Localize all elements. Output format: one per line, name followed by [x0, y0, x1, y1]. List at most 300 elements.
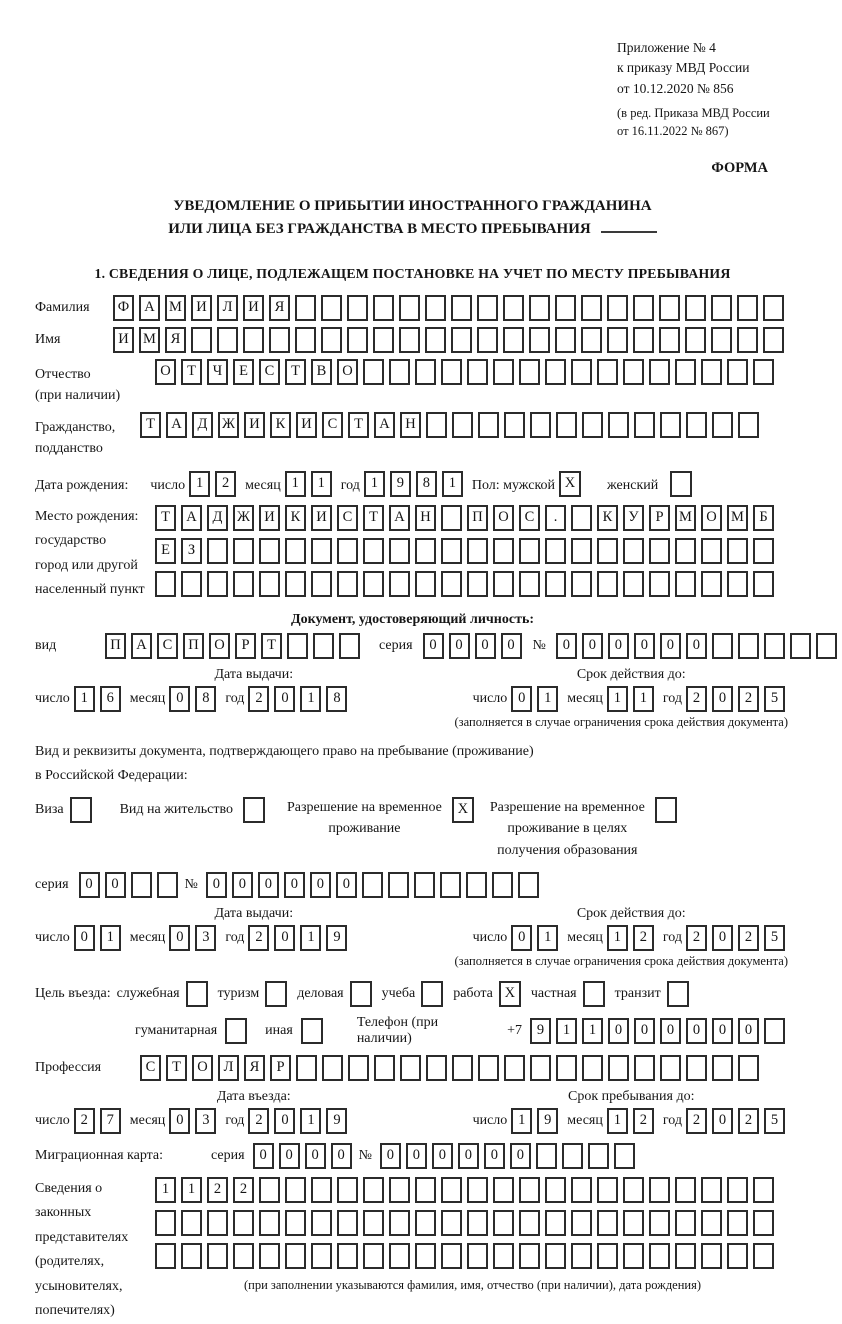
char-box[interactable]	[425, 327, 446, 353]
char-box[interactable]: 1	[633, 686, 654, 712]
char-box[interactable]	[441, 1210, 462, 1236]
char-box[interactable]	[259, 1177, 280, 1203]
char-box[interactable]	[701, 571, 722, 597]
char-box[interactable]: О	[701, 505, 722, 531]
char-box[interactable]	[701, 1243, 722, 1269]
char-box[interactable]: 0	[634, 633, 655, 659]
char-box[interactable]	[660, 1055, 681, 1081]
char-box[interactable]: А	[139, 295, 160, 321]
char-box[interactable]	[181, 1243, 202, 1269]
char-box[interactable]: 9	[390, 471, 411, 497]
char-box[interactable]	[415, 1210, 436, 1236]
char-box[interactable]	[322, 1055, 343, 1081]
char-box[interactable]	[503, 327, 524, 353]
char-box[interactable]	[660, 412, 681, 438]
char-box[interactable]: Т	[181, 359, 202, 385]
char-box[interactable]: 0	[253, 1143, 274, 1169]
char-box[interactable]	[649, 571, 670, 597]
char-box[interactable]: 5	[764, 1108, 785, 1134]
char-box[interactable]: 2	[248, 1108, 269, 1134]
char-box[interactable]	[597, 538, 618, 564]
char-box[interactable]	[347, 295, 368, 321]
purpose-study-checkbox[interactable]	[421, 981, 443, 1007]
char-box[interactable]: 2	[215, 471, 236, 497]
char-box[interactable]	[207, 1243, 228, 1269]
char-box[interactable]	[581, 295, 602, 321]
char-box[interactable]	[181, 1210, 202, 1236]
char-box[interactable]: 2	[633, 1108, 654, 1134]
char-box[interactable]	[790, 633, 811, 659]
char-box[interactable]	[295, 327, 316, 353]
char-box[interactable]	[259, 1210, 280, 1236]
purpose-tourism-checkbox[interactable]	[265, 981, 287, 1007]
char-box[interactable]	[649, 1243, 670, 1269]
char-box[interactable]: М	[139, 327, 160, 353]
char-box[interactable]	[337, 1243, 358, 1269]
char-box[interactable]	[389, 359, 410, 385]
purpose-private-checkbox[interactable]	[583, 981, 605, 1007]
char-box[interactable]	[545, 1177, 566, 1203]
char-box[interactable]: 9	[537, 1108, 558, 1134]
char-box[interactable]: Я	[165, 327, 186, 353]
char-box[interactable]: 9	[530, 1018, 551, 1044]
char-box[interactable]: И	[244, 412, 265, 438]
char-box[interactable]	[321, 295, 342, 321]
char-box[interactable]: 0	[105, 872, 126, 898]
char-box[interactable]: 0	[79, 872, 100, 898]
char-box[interactable]	[415, 359, 436, 385]
char-box[interactable]: 1	[582, 1018, 603, 1044]
purpose-transit-checkbox[interactable]	[667, 981, 689, 1007]
char-box[interactable]: У	[623, 505, 644, 531]
temp-permit-checkbox[interactable]: X	[452, 797, 474, 823]
char-box[interactable]: .	[545, 505, 566, 531]
char-box[interactable]	[597, 359, 618, 385]
char-box[interactable]	[311, 538, 332, 564]
char-box[interactable]: 0	[310, 872, 331, 898]
char-box[interactable]	[493, 1210, 514, 1236]
char-box[interactable]	[649, 1210, 670, 1236]
char-box[interactable]: С	[337, 505, 358, 531]
char-box[interactable]: 0	[169, 686, 190, 712]
char-box[interactable]	[466, 872, 487, 898]
char-box[interactable]: 0	[475, 633, 496, 659]
char-box[interactable]: Р	[270, 1055, 291, 1081]
char-box[interactable]	[738, 1055, 759, 1081]
char-box[interactable]: 2	[738, 686, 759, 712]
char-box[interactable]: И	[311, 505, 332, 531]
char-box[interactable]	[478, 1055, 499, 1081]
char-box[interactable]	[389, 1210, 410, 1236]
char-box[interactable]	[441, 571, 462, 597]
char-box[interactable]: 9	[326, 925, 347, 951]
char-box[interactable]: 1	[311, 471, 332, 497]
char-box[interactable]: Т	[140, 412, 161, 438]
char-box[interactable]: Л	[217, 295, 238, 321]
char-box[interactable]: 0	[206, 872, 227, 898]
char-box[interactable]: 0	[458, 1143, 479, 1169]
char-box[interactable]: 0	[169, 1108, 190, 1134]
char-box[interactable]	[519, 1210, 540, 1236]
char-box[interactable]	[414, 872, 435, 898]
char-box[interactable]	[285, 1243, 306, 1269]
char-box[interactable]: 2	[207, 1177, 228, 1203]
char-box[interactable]: 0	[511, 686, 532, 712]
char-box[interactable]	[399, 295, 420, 321]
char-box[interactable]	[711, 295, 732, 321]
char-box[interactable]	[581, 327, 602, 353]
char-box[interactable]: М	[165, 295, 186, 321]
char-box[interactable]	[259, 571, 280, 597]
char-box[interactable]	[659, 295, 680, 321]
char-box[interactable]	[233, 571, 254, 597]
char-box[interactable]: Р	[649, 505, 670, 531]
char-box[interactable]	[753, 538, 774, 564]
char-box[interactable]: А	[374, 412, 395, 438]
char-box[interactable]	[753, 571, 774, 597]
char-box[interactable]: М	[675, 505, 696, 531]
char-box[interactable]: 2	[738, 925, 759, 951]
char-box[interactable]	[623, 1243, 644, 1269]
char-box[interactable]: 0	[501, 633, 522, 659]
char-box[interactable]	[269, 327, 290, 353]
char-box[interactable]	[519, 1177, 540, 1203]
char-box[interactable]	[816, 633, 837, 659]
char-box[interactable]: 0	[305, 1143, 326, 1169]
char-box[interactable]: Е	[155, 538, 176, 564]
char-box[interactable]	[337, 538, 358, 564]
char-box[interactable]	[738, 633, 759, 659]
char-box[interactable]: 0	[484, 1143, 505, 1169]
char-box[interactable]	[571, 505, 592, 531]
char-box[interactable]: Б	[753, 505, 774, 531]
purpose-official-checkbox[interactable]	[186, 981, 208, 1007]
char-box[interactable]	[597, 571, 618, 597]
char-box[interactable]: П	[105, 633, 126, 659]
char-box[interactable]: 1	[285, 471, 306, 497]
char-box[interactable]	[363, 1177, 384, 1203]
char-box[interactable]: Н	[415, 505, 436, 531]
char-box[interactable]	[712, 633, 733, 659]
char-box[interactable]: 1	[181, 1177, 202, 1203]
char-box[interactable]: Р	[235, 633, 256, 659]
char-box[interactable]	[233, 538, 254, 564]
char-box[interactable]: 0	[284, 872, 305, 898]
char-box[interactable]	[608, 412, 629, 438]
char-box[interactable]	[556, 1055, 577, 1081]
char-box[interactable]	[493, 538, 514, 564]
char-box[interactable]	[519, 1243, 540, 1269]
char-box[interactable]: Ч	[207, 359, 228, 385]
char-box[interactable]: 1	[556, 1018, 577, 1044]
char-box[interactable]: 0	[738, 1018, 759, 1044]
char-box[interactable]	[441, 359, 462, 385]
char-box[interactable]	[243, 327, 264, 353]
char-box[interactable]: 0	[274, 686, 295, 712]
char-box[interactable]	[623, 538, 644, 564]
char-box[interactable]	[763, 295, 784, 321]
char-box[interactable]	[555, 295, 576, 321]
char-box[interactable]	[477, 295, 498, 321]
char-box[interactable]	[597, 1243, 618, 1269]
char-box[interactable]	[285, 1177, 306, 1203]
char-box[interactable]: 2	[686, 925, 707, 951]
char-box[interactable]: 0	[380, 1143, 401, 1169]
char-box[interactable]	[373, 327, 394, 353]
char-box[interactable]	[374, 1055, 395, 1081]
char-box[interactable]	[363, 1210, 384, 1236]
char-box[interactable]: 1	[189, 471, 210, 497]
char-box[interactable]: К	[285, 505, 306, 531]
char-box[interactable]: И	[113, 327, 134, 353]
char-box[interactable]	[536, 1143, 557, 1169]
char-box[interactable]: 0	[712, 1108, 733, 1134]
gender-male-checkbox[interactable]: X	[559, 471, 581, 497]
char-box[interactable]: С	[157, 633, 178, 659]
char-box[interactable]	[519, 571, 540, 597]
char-box[interactable]: Н	[400, 412, 421, 438]
char-box[interactable]: 9	[326, 1108, 347, 1134]
gender-female-checkbox[interactable]	[670, 471, 692, 497]
char-box[interactable]	[545, 1210, 566, 1236]
char-box[interactable]: 0	[608, 633, 629, 659]
purpose-business-checkbox[interactable]	[350, 981, 372, 1007]
char-box[interactable]	[504, 1055, 525, 1081]
char-box[interactable]	[634, 1055, 655, 1081]
char-box[interactable]	[348, 1055, 369, 1081]
char-box[interactable]: Т	[166, 1055, 187, 1081]
char-box[interactable]	[131, 872, 152, 898]
char-box[interactable]: 8	[416, 471, 437, 497]
char-box[interactable]	[675, 538, 696, 564]
char-box[interactable]	[556, 412, 577, 438]
char-box[interactable]: Ж	[218, 412, 239, 438]
char-box[interactable]	[634, 412, 655, 438]
char-box[interactable]	[530, 1055, 551, 1081]
char-box[interactable]	[478, 412, 499, 438]
char-box[interactable]: 0	[331, 1143, 352, 1169]
char-box[interactable]: А	[389, 505, 410, 531]
char-box[interactable]	[764, 1018, 785, 1044]
char-box[interactable]	[727, 359, 748, 385]
char-box[interactable]: 0	[336, 872, 357, 898]
char-box[interactable]: 0	[686, 633, 707, 659]
char-box[interactable]	[519, 359, 540, 385]
char-box[interactable]	[389, 1243, 410, 1269]
char-box[interactable]	[363, 571, 384, 597]
char-box[interactable]: 1	[300, 1108, 321, 1134]
char-box[interactable]	[415, 1243, 436, 1269]
char-box[interactable]: 1	[537, 686, 558, 712]
char-box[interactable]: С	[140, 1055, 161, 1081]
char-box[interactable]: 6	[100, 686, 121, 712]
char-box[interactable]	[207, 571, 228, 597]
char-box[interactable]	[633, 327, 654, 353]
char-box[interactable]	[571, 1210, 592, 1236]
char-box[interactable]: 8	[326, 686, 347, 712]
purpose-humanitarian-checkbox[interactable]	[225, 1018, 247, 1044]
char-box[interactable]: Л	[218, 1055, 239, 1081]
char-box[interactable]	[727, 571, 748, 597]
char-box[interactable]: 0	[712, 1018, 733, 1044]
char-box[interactable]	[493, 571, 514, 597]
char-box[interactable]	[363, 359, 384, 385]
char-box[interactable]: 0	[258, 872, 279, 898]
char-box[interactable]	[389, 571, 410, 597]
char-box[interactable]	[711, 327, 732, 353]
char-box[interactable]: 1	[100, 925, 121, 951]
char-box[interactable]: 1	[300, 686, 321, 712]
char-box[interactable]: 2	[248, 686, 269, 712]
char-box[interactable]	[571, 538, 592, 564]
char-box[interactable]	[529, 295, 550, 321]
char-box[interactable]: 0	[406, 1143, 427, 1169]
char-box[interactable]	[339, 633, 360, 659]
char-box[interactable]	[614, 1143, 635, 1169]
char-box[interactable]	[571, 571, 592, 597]
char-box[interactable]: 0	[582, 633, 603, 659]
char-box[interactable]	[467, 538, 488, 564]
char-box[interactable]	[571, 1177, 592, 1203]
char-box[interactable]	[763, 327, 784, 353]
char-box[interactable]: Т	[155, 505, 176, 531]
char-box[interactable]: 1	[155, 1177, 176, 1203]
char-box[interactable]	[659, 327, 680, 353]
char-box[interactable]: 3	[195, 1108, 216, 1134]
char-box[interactable]	[233, 1210, 254, 1236]
char-box[interactable]	[685, 295, 706, 321]
char-box[interactable]	[425, 295, 446, 321]
char-box[interactable]: В	[311, 359, 332, 385]
char-box[interactable]: А	[181, 505, 202, 531]
char-box[interactable]: О	[337, 359, 358, 385]
char-box[interactable]: О	[209, 633, 230, 659]
char-box[interactable]: 0	[608, 1018, 629, 1044]
char-box[interactable]	[440, 872, 461, 898]
char-box[interactable]: Ж	[233, 505, 254, 531]
char-box[interactable]	[685, 327, 706, 353]
char-box[interactable]: 0	[712, 686, 733, 712]
char-box[interactable]	[426, 412, 447, 438]
char-box[interactable]: 1	[442, 471, 463, 497]
char-box[interactable]: 0	[556, 633, 577, 659]
char-box[interactable]	[467, 1243, 488, 1269]
char-box[interactable]	[452, 1055, 473, 1081]
char-box[interactable]: К	[270, 412, 291, 438]
char-box[interactable]: 1	[511, 1108, 532, 1134]
char-box[interactable]: Ф	[113, 295, 134, 321]
char-box[interactable]	[467, 1177, 488, 1203]
char-box[interactable]	[675, 1243, 696, 1269]
char-box[interactable]	[451, 327, 472, 353]
char-box[interactable]	[157, 872, 178, 898]
char-box[interactable]: А	[131, 633, 152, 659]
char-box[interactable]: 2	[248, 925, 269, 951]
char-box[interactable]	[493, 1243, 514, 1269]
char-box[interactable]	[313, 633, 334, 659]
char-box[interactable]	[191, 327, 212, 353]
char-box[interactable]: 0	[712, 925, 733, 951]
char-box[interactable]	[727, 1243, 748, 1269]
char-box[interactable]: 2	[738, 1108, 759, 1134]
char-box[interactable]	[623, 571, 644, 597]
char-box[interactable]	[389, 538, 410, 564]
char-box[interactable]: 5	[764, 686, 785, 712]
char-box[interactable]: С	[322, 412, 343, 438]
char-box[interactable]	[623, 1177, 644, 1203]
char-box[interactable]: 2	[686, 1108, 707, 1134]
char-box[interactable]	[155, 1210, 176, 1236]
residence-permit-checkbox[interactable]	[243, 797, 265, 823]
char-box[interactable]	[285, 571, 306, 597]
char-box[interactable]	[400, 1055, 421, 1081]
char-box[interactable]	[701, 1210, 722, 1236]
char-box[interactable]	[727, 1177, 748, 1203]
char-box[interactable]: Я	[269, 295, 290, 321]
char-box[interactable]: Т	[363, 505, 384, 531]
char-box[interactable]	[207, 1210, 228, 1236]
char-box[interactable]	[504, 412, 525, 438]
char-box[interactable]	[441, 1177, 462, 1203]
char-box[interactable]	[518, 872, 539, 898]
char-box[interactable]	[582, 1055, 603, 1081]
char-box[interactable]	[311, 571, 332, 597]
char-box[interactable]: 0	[686, 1018, 707, 1044]
char-box[interactable]	[562, 1143, 583, 1169]
char-box[interactable]	[686, 1055, 707, 1081]
char-box[interactable]: О	[192, 1055, 213, 1081]
char-box[interactable]: 0	[510, 1143, 531, 1169]
char-box[interactable]: Д	[192, 412, 213, 438]
char-box[interactable]: П	[183, 633, 204, 659]
char-box[interactable]: К	[597, 505, 618, 531]
char-box[interactable]	[362, 872, 383, 898]
char-box[interactable]	[337, 1177, 358, 1203]
temp-permit-edu-checkbox[interactable]	[655, 797, 677, 823]
char-box[interactable]	[701, 1177, 722, 1203]
char-box[interactable]: 0	[279, 1143, 300, 1169]
char-box[interactable]	[545, 359, 566, 385]
char-box[interactable]	[623, 359, 644, 385]
char-box[interactable]	[649, 359, 670, 385]
char-box[interactable]	[493, 359, 514, 385]
char-box[interactable]	[426, 1055, 447, 1081]
char-box[interactable]: 0	[274, 925, 295, 951]
char-box[interactable]	[207, 538, 228, 564]
char-box[interactable]: С	[259, 359, 280, 385]
char-box[interactable]	[701, 538, 722, 564]
char-box[interactable]	[545, 1243, 566, 1269]
char-box[interactable]: 0	[274, 1108, 295, 1134]
char-box[interactable]	[675, 571, 696, 597]
char-box[interactable]	[233, 1243, 254, 1269]
char-box[interactable]	[649, 1177, 670, 1203]
char-box[interactable]	[571, 1243, 592, 1269]
char-box[interactable]	[588, 1143, 609, 1169]
char-box[interactable]: 1	[537, 925, 558, 951]
char-box[interactable]	[623, 1210, 644, 1236]
char-box[interactable]	[285, 1210, 306, 1236]
char-box[interactable]: 5	[764, 925, 785, 951]
char-box[interactable]	[633, 295, 654, 321]
char-box[interactable]	[607, 327, 628, 353]
char-box[interactable]: 2	[633, 925, 654, 951]
char-box[interactable]: Т	[285, 359, 306, 385]
char-box[interactable]	[415, 538, 436, 564]
char-box[interactable]: 0	[432, 1143, 453, 1169]
char-box[interactable]: 1	[607, 686, 628, 712]
char-box[interactable]	[701, 359, 722, 385]
